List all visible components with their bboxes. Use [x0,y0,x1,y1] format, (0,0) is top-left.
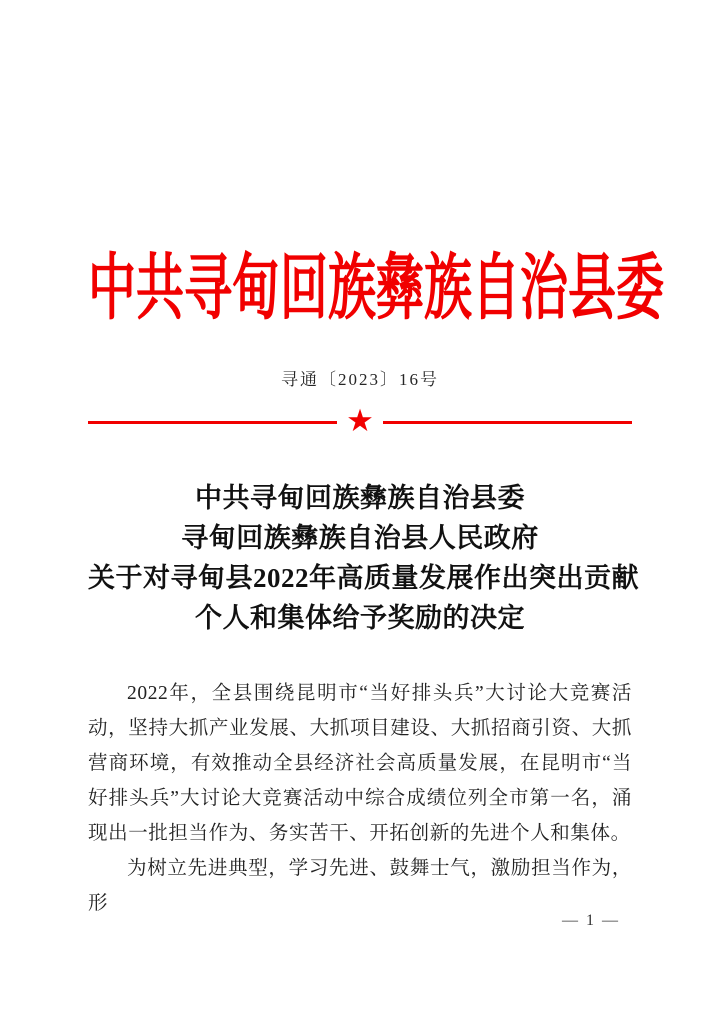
title-line-3: 关于对寻甸县2022年高质量发展作出突出贡献 [88,563,639,593]
letterhead-org-name: 中共寻甸回族彝族自治县委 [88,249,665,329]
title-line-4: 个人和集体给予奖励的决定 [195,603,525,633]
body-paragraph-2: 为树立先进典型，学习先进、鼓舞士气，激励担当作为，形 [88,858,632,914]
title-line-2: 寻甸回族彝族自治县人民政府 [181,523,539,553]
document-number: 寻通〔2023〕16号 [281,370,439,389]
page-number: — 1 — [562,912,620,929]
star-icon: ★ [346,402,374,438]
letterhead [88,0,665,329]
body-paragraph-1: 2022年，全县围绕昆明市“当好排头兵”大讨论大竞赛活动，坚持大抓产业发展、大抓项目建设、大抓招商引资、大抓营商环境，有效推动全县经济社会高质量发展，在昆明市“当好排头兵”大讨论大竞赛活动中综合成绩位列全市第一名，涌现出一批担当作为、务实苦干、开拓创新的先进个人和集体。 [88,683,632,844]
document-title [88,478,639,638]
red-divider [88,404,632,440]
title-line-1: 中共寻甸回族彝族自治县委 [195,483,525,513]
document-body [88,676,632,921]
divider-line-right [383,421,632,424]
divider-line-left [88,421,337,424]
